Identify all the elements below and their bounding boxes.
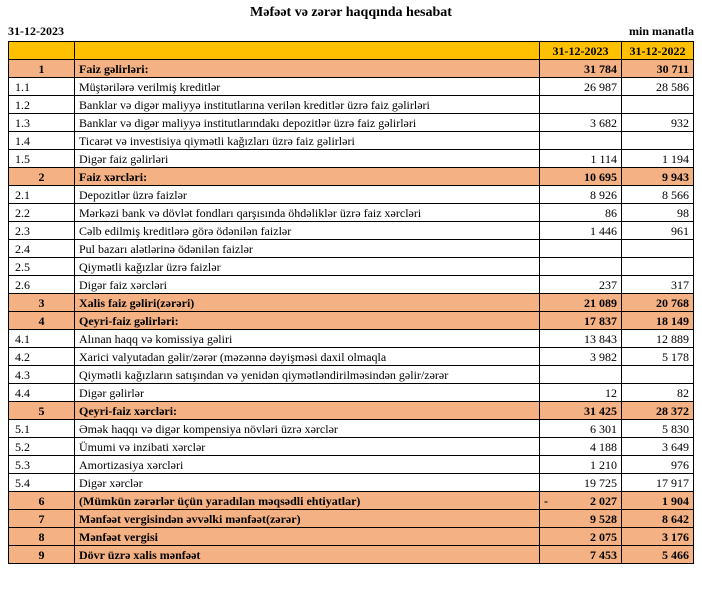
value-2022-cell bbox=[622, 240, 694, 258]
row-number-cell: 3 bbox=[9, 294, 75, 312]
value-wrap bbox=[626, 404, 689, 418]
value-2023-cell bbox=[540, 474, 622, 492]
value-2022-cell bbox=[622, 60, 694, 78]
value-2022-cell bbox=[622, 204, 694, 222]
row-label-cell: Qiymətli kağızların satışından və yenidən qiymətləndirilməsindən gəlir/zərər bbox=[75, 366, 540, 384]
value-2022-cell bbox=[622, 492, 694, 510]
value-2023-cell bbox=[540, 114, 622, 132]
row-label-cell: Alınan haqq və komissiya gəliri bbox=[75, 330, 540, 348]
value-wrap bbox=[544, 440, 617, 454]
table-row bbox=[9, 240, 694, 258]
table-row bbox=[9, 150, 694, 168]
value-number: 12 889 bbox=[656, 331, 689, 346]
value-2022-cell bbox=[622, 420, 694, 438]
section-row bbox=[9, 294, 694, 312]
value-2022-cell bbox=[622, 276, 694, 294]
value-2023-cell bbox=[540, 78, 622, 96]
section-row bbox=[9, 510, 694, 528]
value-wrap bbox=[626, 530, 689, 544]
value-sign: - bbox=[544, 493, 548, 508]
value-number: 1 114 bbox=[590, 151, 617, 166]
profit-loss-table bbox=[8, 41, 694, 564]
row-label-cell: Banklar və digər maliyyə institutlarına verilən kreditlər üzrə faiz gəlirləri bbox=[75, 96, 540, 114]
section-row bbox=[9, 528, 694, 546]
value-wrap bbox=[626, 278, 689, 292]
value-2023-cell bbox=[540, 528, 622, 546]
row-number-cell: 1.3 bbox=[9, 114, 75, 132]
value-wrap bbox=[544, 422, 617, 436]
value-number: 3 176 bbox=[662, 529, 689, 544]
value-wrap bbox=[626, 512, 689, 526]
row-number-cell: 5.4 bbox=[9, 474, 75, 492]
value-2022-cell bbox=[622, 222, 694, 240]
value-number: 2 027 bbox=[590, 493, 617, 508]
header-2022-cell: 31-12-2022 bbox=[622, 42, 694, 60]
table-row bbox=[9, 78, 694, 96]
header-num-cell bbox=[9, 42, 75, 60]
value-number: 1 210 bbox=[590, 457, 617, 472]
value-number: 237 bbox=[599, 277, 617, 292]
table-body bbox=[9, 60, 694, 564]
value-number: 28 372 bbox=[656, 403, 689, 418]
value-2023-cell bbox=[540, 348, 622, 366]
value-wrap bbox=[626, 224, 689, 238]
row-label-cell: Mərkəzi bank və dövlət fondları qarşısında öhdəliklər üzrə faiz xərcləri bbox=[75, 204, 540, 222]
value-number: 3 982 bbox=[590, 349, 617, 364]
value-number: 19 725 bbox=[584, 475, 617, 490]
value-2022-cell bbox=[622, 258, 694, 276]
value-wrap bbox=[626, 458, 689, 472]
table-row bbox=[9, 456, 694, 474]
value-number: 31 784 bbox=[584, 61, 617, 76]
value-wrap bbox=[626, 350, 689, 364]
value-wrap bbox=[626, 170, 689, 184]
value-wrap bbox=[626, 296, 689, 310]
value-number: 3 649 bbox=[662, 439, 689, 454]
value-2023-cell bbox=[540, 186, 622, 204]
report-date: 31-12-2023 bbox=[8, 24, 64, 38]
row-label-cell: Xalis faiz gəliri(zərəri) bbox=[75, 294, 540, 312]
row-number-cell: 2 bbox=[9, 168, 75, 186]
value-number: 21 089 bbox=[584, 295, 617, 310]
value-2022-cell bbox=[622, 294, 694, 312]
value-2023-cell bbox=[540, 258, 622, 276]
value-wrap bbox=[544, 386, 617, 400]
row-number-cell: 8 bbox=[9, 528, 75, 546]
row-label-cell: Cəlb edilmiş kreditlərə görə ödənilən faizlər bbox=[75, 222, 540, 240]
row-number-cell: 1.1 bbox=[9, 78, 75, 96]
value-wrap bbox=[626, 476, 689, 490]
value-2022-cell bbox=[622, 168, 694, 186]
row-label-cell: Ümumi və inzibati xərclər bbox=[75, 438, 540, 456]
value-wrap bbox=[626, 314, 689, 328]
row-number-cell: 9 bbox=[9, 546, 75, 564]
row-label-cell: Digər gəlirlər bbox=[75, 384, 540, 402]
row-label-cell: Ticarət və investisiya qiymətli kağızları üzrə faiz gəlirləri bbox=[75, 132, 540, 150]
value-number: 7 453 bbox=[590, 547, 617, 562]
section-row bbox=[9, 546, 694, 564]
row-label-cell: Dövr üzrə xalis mənfəət bbox=[75, 546, 540, 564]
row-label-cell: Qeyri-faiz gəlirləri: bbox=[75, 312, 540, 330]
table-row bbox=[9, 366, 694, 384]
value-wrap bbox=[544, 296, 617, 310]
header-label-cell bbox=[75, 42, 540, 60]
value-2023-cell bbox=[540, 222, 622, 240]
row-number-cell: 4 bbox=[9, 312, 75, 330]
row-number-cell: 1.5 bbox=[9, 150, 75, 168]
table-row bbox=[9, 384, 694, 402]
row-number-cell: 2.4 bbox=[9, 240, 75, 258]
row-number-cell: 4.1 bbox=[9, 330, 75, 348]
value-2022-cell bbox=[622, 510, 694, 528]
value-wrap bbox=[626, 386, 689, 400]
value-2023-cell bbox=[540, 402, 622, 420]
value-2022-cell bbox=[622, 528, 694, 546]
value-number: 13 843 bbox=[584, 331, 617, 346]
row-number-cell: 4.2 bbox=[9, 348, 75, 366]
table-row bbox=[9, 420, 694, 438]
value-wrap bbox=[544, 350, 617, 364]
value-2022-cell bbox=[622, 402, 694, 420]
value-wrap bbox=[544, 278, 617, 292]
row-number-cell: 5.2 bbox=[9, 438, 75, 456]
table-row bbox=[9, 348, 694, 366]
value-number: 1 446 bbox=[590, 223, 617, 238]
row-number-cell: 6 bbox=[9, 492, 75, 510]
row-label-cell: Amortizasiya xərcləri bbox=[75, 456, 540, 474]
value-2022-cell bbox=[622, 114, 694, 132]
value-wrap bbox=[544, 80, 617, 94]
value-number: 26 987 bbox=[584, 79, 617, 94]
table-row bbox=[9, 474, 694, 492]
value-number: 5 466 bbox=[662, 547, 689, 562]
row-number-cell: 2.6 bbox=[9, 276, 75, 294]
row-number-cell: 2.2 bbox=[9, 204, 75, 222]
row-label-cell: Müştərilərə verilmiş kreditlər bbox=[75, 78, 540, 96]
row-label-cell: Depozitlər üzrə faizlər bbox=[75, 186, 540, 204]
value-number: 82 bbox=[677, 385, 689, 400]
table-header-row bbox=[9, 42, 694, 60]
value-number: 98 bbox=[677, 205, 689, 220]
value-wrap bbox=[544, 458, 617, 472]
row-label-cell: Xarici valyutadan gəlir/zərər (məzənnə dəyişməsi daxil olmaqla bbox=[75, 348, 540, 366]
section-row bbox=[9, 492, 694, 510]
value-2023-cell bbox=[540, 168, 622, 186]
table-row bbox=[9, 222, 694, 240]
value-2022-cell bbox=[622, 78, 694, 96]
value-wrap bbox=[544, 314, 617, 328]
value-2022-cell bbox=[622, 330, 694, 348]
row-label-cell: Mənfəət vergisindən əvvəlki mənfəət(zərər) bbox=[75, 510, 540, 528]
value-number: 2 075 bbox=[590, 529, 617, 544]
value-2022-cell bbox=[622, 474, 694, 492]
value-wrap bbox=[626, 206, 689, 220]
row-label-cell: Digər faiz gəlirləri bbox=[75, 150, 540, 168]
section-row bbox=[9, 168, 694, 186]
value-2023-cell bbox=[540, 546, 622, 564]
value-number: 20 768 bbox=[656, 295, 689, 310]
value-2022-cell bbox=[622, 348, 694, 366]
row-number-cell: 5.3 bbox=[9, 456, 75, 474]
value-2023-cell bbox=[540, 330, 622, 348]
value-number: 4 188 bbox=[590, 439, 617, 454]
value-wrap bbox=[544, 404, 617, 418]
value-2023-cell bbox=[540, 420, 622, 438]
value-2023-cell bbox=[540, 150, 622, 168]
value-wrap bbox=[544, 548, 617, 562]
table-row bbox=[9, 96, 694, 114]
row-number-cell: 4.4 bbox=[9, 384, 75, 402]
value-number: 1 904 bbox=[662, 493, 689, 508]
value-number: 30 711 bbox=[656, 61, 689, 76]
value-2022-cell bbox=[622, 96, 694, 114]
value-wrap bbox=[626, 548, 689, 562]
value-wrap bbox=[626, 188, 689, 202]
value-wrap bbox=[626, 62, 689, 76]
value-number: 6 301 bbox=[590, 421, 617, 436]
value-wrap bbox=[544, 152, 617, 166]
value-number: 976 bbox=[671, 457, 689, 472]
value-2022-cell bbox=[622, 312, 694, 330]
value-wrap bbox=[544, 62, 617, 76]
value-2022-cell bbox=[622, 366, 694, 384]
row-number-cell: 1.2 bbox=[9, 96, 75, 114]
row-label-cell: Digər faiz xərcləri bbox=[75, 276, 540, 294]
value-number: 17 917 bbox=[656, 475, 689, 490]
row-label-cell: Digər xərclər bbox=[75, 474, 540, 492]
row-label-cell: Faiz gəlirləri: bbox=[75, 60, 540, 78]
value-number: 3 682 bbox=[590, 115, 617, 130]
value-number: 28 586 bbox=[656, 79, 689, 94]
row-number-cell: 1.4 bbox=[9, 132, 75, 150]
value-number: 5 178 bbox=[662, 349, 689, 364]
value-2023-cell bbox=[540, 96, 622, 114]
value-2023-cell bbox=[540, 132, 622, 150]
value-number: 86 bbox=[605, 205, 617, 220]
value-number: 5 830 bbox=[662, 421, 689, 436]
value-2023-cell bbox=[540, 204, 622, 222]
row-label-cell: Qeyri-faiz xərcləri: bbox=[75, 402, 540, 420]
table-row bbox=[9, 114, 694, 132]
value-number: 8 566 bbox=[662, 187, 689, 202]
value-number: 10 695 bbox=[584, 169, 617, 184]
row-label-cell: Faiz xərcləri: bbox=[75, 168, 540, 186]
value-2023-cell bbox=[540, 492, 622, 510]
row-number-cell: 2.1 bbox=[9, 186, 75, 204]
value-wrap bbox=[626, 422, 689, 436]
value-number: 17 837 bbox=[584, 313, 617, 328]
value-wrap bbox=[626, 80, 689, 94]
value-wrap bbox=[626, 494, 689, 508]
value-2023-cell bbox=[540, 294, 622, 312]
value-2023-cell bbox=[540, 510, 622, 528]
row-number-cell: 7 bbox=[9, 510, 75, 528]
value-number: 31 425 bbox=[584, 403, 617, 418]
report-title: Məfəət və zərər haqqında hesabat bbox=[250, 5, 452, 20]
value-2022-cell bbox=[622, 384, 694, 402]
value-2023-cell bbox=[540, 276, 622, 294]
value-number: 12 bbox=[605, 385, 617, 400]
value-2023-cell bbox=[540, 312, 622, 330]
value-2022-cell bbox=[622, 456, 694, 474]
value-wrap bbox=[626, 440, 689, 454]
value-number: 9 528 bbox=[590, 511, 617, 526]
section-row bbox=[9, 402, 694, 420]
value-2022-cell bbox=[622, 546, 694, 564]
row-number-cell: 2.3 bbox=[9, 222, 75, 240]
value-wrap bbox=[544, 476, 617, 490]
value-2022-cell bbox=[622, 150, 694, 168]
value-wrap bbox=[544, 530, 617, 544]
row-label-cell: Banklar və digər maliyyə institutlarındakı depozitlər üzrə faiz gəlirləri bbox=[75, 114, 540, 132]
row-label-cell: Əmək haqqı və digər kompensiya növləri üzrə xərclər bbox=[75, 420, 540, 438]
row-number-cell: 5.1 bbox=[9, 420, 75, 438]
value-2023-cell bbox=[540, 384, 622, 402]
table-row bbox=[9, 258, 694, 276]
row-label-cell: Pul bazarı alətlərinə ödənilən faizlər bbox=[75, 240, 540, 258]
table-row bbox=[9, 132, 694, 150]
value-number: 18 149 bbox=[656, 313, 689, 328]
row-label-cell: Mənfəət vergisi bbox=[75, 528, 540, 546]
value-number: 317 bbox=[671, 277, 689, 292]
row-label-cell: Qiymətli kağızlar üzrə faizlər bbox=[75, 258, 540, 276]
table-row bbox=[9, 330, 694, 348]
header-2023-cell: 31-12-2023 bbox=[540, 42, 622, 60]
value-2023-cell bbox=[540, 60, 622, 78]
value-number: 9 943 bbox=[662, 169, 689, 184]
value-number: 932 bbox=[671, 115, 689, 130]
value-2022-cell bbox=[622, 132, 694, 150]
value-wrap bbox=[544, 206, 617, 220]
value-number: 8 642 bbox=[662, 511, 689, 526]
value-wrap bbox=[544, 188, 617, 202]
table-row bbox=[9, 276, 694, 294]
value-wrap bbox=[544, 494, 617, 508]
value-wrap bbox=[626, 332, 689, 346]
value-2023-cell bbox=[540, 456, 622, 474]
value-wrap bbox=[544, 224, 617, 238]
value-wrap bbox=[544, 116, 617, 130]
table-row bbox=[9, 204, 694, 222]
meta-row bbox=[8, 24, 694, 41]
table-row bbox=[9, 438, 694, 456]
table-row bbox=[9, 186, 694, 204]
value-2022-cell bbox=[622, 438, 694, 456]
value-wrap bbox=[544, 332, 617, 346]
value-number: 961 bbox=[671, 223, 689, 238]
value-number: 1 194 bbox=[662, 151, 689, 166]
section-row bbox=[9, 312, 694, 330]
value-2023-cell bbox=[540, 366, 622, 384]
row-number-cell: 1 bbox=[9, 60, 75, 78]
value-wrap bbox=[544, 512, 617, 526]
value-number: 8 926 bbox=[590, 187, 617, 202]
section-row bbox=[9, 60, 694, 78]
row-number-cell: 4.3 bbox=[9, 366, 75, 384]
unit-label: min manatla bbox=[628, 24, 694, 38]
value-2023-cell bbox=[540, 438, 622, 456]
value-2023-cell bbox=[540, 240, 622, 258]
row-number-cell: 2.5 bbox=[9, 258, 75, 276]
value-wrap bbox=[626, 116, 689, 130]
row-number-cell: 5 bbox=[9, 402, 75, 420]
value-2022-cell bbox=[622, 186, 694, 204]
value-wrap bbox=[626, 152, 689, 166]
value-wrap bbox=[544, 170, 617, 184]
row-label-cell: (Mümkün zərərlər üçün yaradılan məqsədli ehtiyatlar) bbox=[75, 492, 540, 510]
